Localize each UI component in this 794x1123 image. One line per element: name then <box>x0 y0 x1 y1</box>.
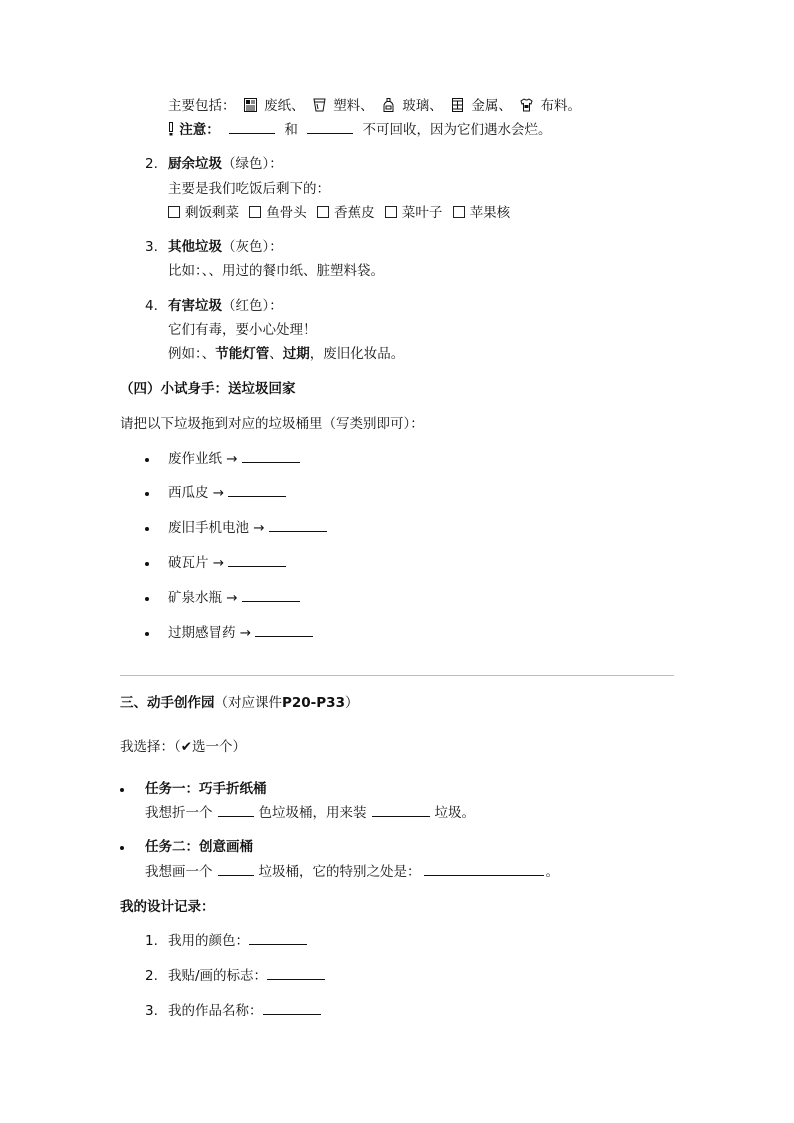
bullet <box>145 632 149 636</box>
record-item: 我的作品名称： <box>168 1002 326 1020</box>
kitchen-intro: 主要是我们吃饭后剩下的： <box>168 181 330 197</box>
task-1-sentence: 我想折一个 色垃圾桶，用来装 垃圾。 <box>145 805 475 821</box>
tshirt-icon <box>520 98 533 112</box>
newspaper-icon <box>244 98 257 112</box>
bullet <box>120 788 124 792</box>
record-number: 2. <box>145 968 158 984</box>
list-item: 废作业纸 → <box>168 450 305 468</box>
answer-blank[interactable] <box>242 450 300 463</box>
kitchen-number: 2. <box>145 156 158 172</box>
task-2-sentence: 我想画一个 垃圾桶，它的特别之处是： 。 <box>145 864 559 880</box>
note-blank-2[interactable] <box>307 121 353 134</box>
exclamation-icon <box>168 122 174 136</box>
recyclable-note-line: 注意： 和 不可回收，因为它们遇水会烂。 <box>168 121 551 139</box>
other-heading: 其他垃圾（灰色）： <box>168 239 283 255</box>
answer-blank[interactable] <box>255 624 313 637</box>
waste-type-blank[interactable] <box>372 804 430 817</box>
checkbox[interactable] <box>453 206 465 218</box>
harmful-heading: 有害垃圾（红色）： <box>168 298 283 314</box>
other-example: 比如：、、用过的餐巾纸、脏塑料袋。 <box>168 263 384 279</box>
glass-bottle-icon <box>382 98 395 112</box>
kitchen-heading: 厨余垃圾（绿色）： <box>168 156 283 172</box>
design-record-heading: 我的设计记录： <box>120 899 215 915</box>
kitchen-options: 剩饭剩菜 鱼骨头 香蕉皮 菜叶子 苹果核 <box>168 204 510 222</box>
section-divider <box>120 675 674 676</box>
section-4-heading: （四）小试身手：送垃圾回家 <box>120 381 296 397</box>
metal-can-icon <box>451 98 464 112</box>
checkbox[interactable] <box>317 206 329 218</box>
task-1-title: 任务一：巧手折纸桶 <box>145 781 267 797</box>
bullet <box>145 527 149 531</box>
bullet <box>145 492 149 496</box>
bullet <box>145 562 149 566</box>
answer-blank[interactable] <box>242 589 300 602</box>
answer-blank[interactable] <box>228 554 286 567</box>
checkbox[interactable] <box>385 206 397 218</box>
bullet <box>145 597 149 601</box>
color-blank[interactable] <box>218 804 254 817</box>
harmful-example: 例如：、节能灯管、过期，废旧化妆品。 <box>168 346 405 362</box>
harmful-warning: 它们有毒，要小心处理！ <box>168 322 317 338</box>
choose-prompt: 我选择：（✔选一个） <box>120 739 247 755</box>
record-number: 1. <box>145 933 158 949</box>
plastic-cup-icon <box>313 98 326 112</box>
bin-type-blank[interactable] <box>218 863 254 876</box>
feature-blank[interactable] <box>424 863 544 876</box>
record-blank[interactable] <box>249 932 307 945</box>
other-number: 3. <box>145 239 158 255</box>
task-2-title: 任务二：创意画桶 <box>145 839 253 855</box>
list-item: 西瓜皮 → <box>168 484 291 502</box>
list-item: 废旧手机电池 → <box>168 519 332 537</box>
checkbox[interactable] <box>168 206 180 218</box>
recyclable-items-line: 主要包括： 废纸、 塑料、 玻璃、 金属、 布料。 <box>168 98 581 114</box>
record-number: 3. <box>145 1003 158 1019</box>
answer-blank[interactable] <box>228 484 286 497</box>
record-blank[interactable] <box>263 1002 321 1015</box>
answer-blank[interactable] <box>269 519 327 532</box>
section-3-heading: 三、动手创作园（对应课件P20-P33） <box>120 695 359 711</box>
list-item: 过期感冒药 → <box>168 624 318 642</box>
record-item: 我贴/画的标志： <box>168 967 330 985</box>
bullet <box>120 846 124 850</box>
note-blank-1[interactable] <box>229 121 275 134</box>
list-item: 破瓦片 → <box>168 554 291 572</box>
section-4-instruction: 请把以下垃圾拖到对应的垃圾桶里（写类别即可）： <box>120 416 424 432</box>
checkbox[interactable] <box>249 206 261 218</box>
list-item: 矿泉水瓶 → <box>168 589 305 607</box>
record-blank[interactable] <box>267 967 325 980</box>
bullet <box>145 458 149 462</box>
record-item: 我用的颜色： <box>168 932 312 950</box>
harmful-number: 4. <box>145 298 158 314</box>
